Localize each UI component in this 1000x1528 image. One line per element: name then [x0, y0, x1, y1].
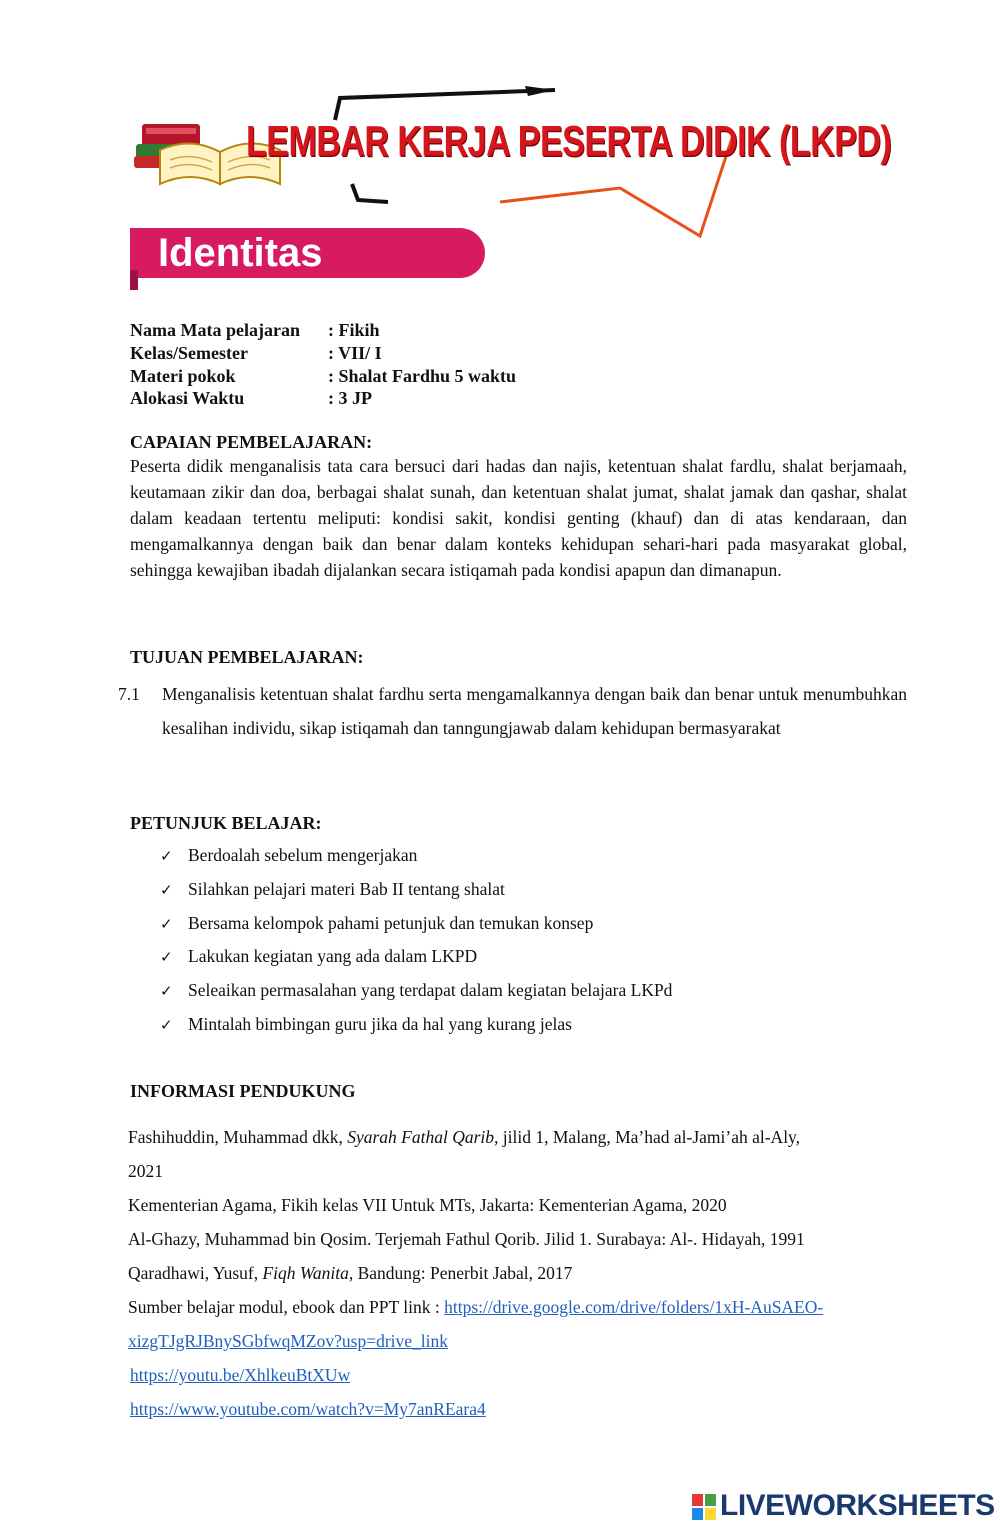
identity-value: : 3 JP — [328, 388, 372, 408]
reference-text: Qaradhawi, Yusuf, — [128, 1263, 263, 1283]
reference-1-year: 2021 — [128, 1161, 163, 1181]
youtu-link[interactable]: https://youtu.be/XhlkeuBtXUw — [130, 1365, 351, 1385]
drive-link[interactable]: https://drive.google.com/drive/folders/1xH-AuSAEO- — [444, 1297, 824, 1317]
identitas-banner-fold — [130, 270, 138, 290]
reference-3: Al-Ghazy, Muhammad bin Qosim. Terjemah Fathul Qorib. Jilid 1. Surabaya: Al-. Hidayah, 1991 — [128, 1229, 805, 1249]
youtube-link[interactable]: https://www.youtube.com/watch?v=My7anREara4 — [130, 1399, 486, 1419]
reference-title: Syarah Fathal Qarib, — [347, 1127, 499, 1147]
list-item-text: Silahkan pelajari materi Bab II tentang shalat — [188, 879, 505, 899]
list-item — [160, 979, 672, 1002]
identity-label: Nama Mata pelajaran — [130, 320, 300, 340]
identity-value: : VII/ I — [328, 343, 382, 363]
capaian-body: Peserta didik menganalisis tata cara bersuci dari hadas dan najis, ketentuan shalat fardlu, shalat berjamaah, keutamaan zikir dan doa, berbagai shalat sunah, dan ketentuan shalat jumat, shalat jamak dan qashar, shalat dalam keadaan tertentu meliputi: kondisi sakit, kondisi genting (khauf) dan di atas kendaraan, dan mengamalkannya dengan baik dan benar dalam konteks kehidupan sehari-hari pada masyarakat global, sehingga kewajiban ibadah dijalankan secara istiqamah pada kondisi apapun dan dimanapun. — [130, 456, 907, 580]
list-item — [160, 844, 417, 867]
checkmark-icon: ✓ — [160, 982, 173, 1000]
tujuan-heading: TUJUAN PEMBELAJARAN: — [130, 647, 364, 667]
liveworksheets-logo-text: LIVEWORKSHEETS — [720, 1489, 995, 1522]
identity-value: : Fikih — [328, 320, 380, 340]
tujuan-item — [118, 677, 907, 745]
liveworksheets-logo — [692, 1489, 995, 1523]
list-item — [160, 878, 505, 901]
section-title-identitas: Identitas — [158, 231, 323, 275]
identity-row — [130, 387, 372, 409]
reference-5 — [128, 1296, 823, 1318]
identity-label: Materi pokok — [130, 366, 236, 386]
drive-link-continued[interactable]: xizgTJgRJBnySGbfwqMZov?usp=drive_link — [128, 1331, 448, 1351]
identity-label: Kelas/Semester — [130, 343, 248, 363]
identity-value: : Shalat Fardhu 5 waktu — [328, 366, 517, 386]
list-item — [160, 1013, 572, 1036]
list-item-text: Bersama kelompok pahami petunjuk dan temukan konsep — [188, 913, 594, 933]
list-item-text: Berdoalah sebelum mengerjakan — [188, 845, 418, 865]
list-item-text: Mintalah bimbingan guru jika da hal yang kurang jelas — [188, 1014, 572, 1034]
reference-text: Sumber belajar modul, ebook dan PPT link : — [128, 1297, 445, 1317]
reference-6 — [130, 1364, 350, 1386]
reference-1 — [128, 1126, 800, 1148]
checkmark-icon: ✓ — [160, 847, 173, 865]
reference-2: Kementerian Agama, Fikih kelas VII Untuk MTs, Jakarta: Kementerian Agama, 2020 — [128, 1195, 727, 1215]
identity-row — [130, 342, 382, 364]
reference-text: , Bandung: Penerbit Jabal, 2017 — [348, 1263, 573, 1283]
reference-5-cont — [128, 1330, 448, 1352]
informasi-heading: INFORMASI PENDUKUNG — [130, 1081, 356, 1101]
checkmark-icon: ✓ — [160, 948, 173, 966]
list-item-text: Lakukan kegiatan yang ada dalam LKPD — [188, 946, 478, 966]
reference-4 — [128, 1262, 572, 1284]
reference-text: jilid 1, Malang, Ma’had al-Jami’ah al-Aly, — [498, 1127, 801, 1147]
identity-label: Alokasi Waktu — [130, 388, 245, 408]
tujuan-text: Menganalisis ketentuan shalat fardhu serta mengamalkannya dengan baik dan benar untuk menumbuhkan kesalihan individu, sikap istiqamah dan tanngungjawab dalam kehidupan bermasyarakat — [162, 684, 907, 738]
tujuan-number: 7.1 — [118, 684, 140, 704]
checkmark-icon: ✓ — [160, 1016, 173, 1034]
list-item — [160, 945, 477, 968]
identity-row — [130, 319, 380, 341]
checkmark-icon: ✓ — [160, 881, 173, 899]
bubble-bottom-left-bracket — [352, 184, 388, 202]
petunjuk-heading: PETUNJUK BELAJAR: — [130, 813, 322, 833]
reference-text: Fashihuddin, Muhammad dkk, — [128, 1127, 348, 1147]
reference-7 — [130, 1398, 486, 1420]
bubble-top-bracket — [335, 90, 555, 120]
checkmark-icon: ✓ — [160, 915, 173, 933]
capaian-heading: CAPAIAN PEMBELAJARAN: — [130, 432, 373, 452]
reference-title: Fiqh Wanita — [262, 1263, 349, 1283]
worksheet-title: LEMBAR KERJA PESERTA DIDIK (LKPD) — [246, 118, 892, 166]
list-item-text: Seleaikan permasalahan yang terdapat dalam kegiatan belajara LKPd — [188, 980, 673, 1000]
liveworksheets-badge-icon — [692, 1494, 716, 1520]
identity-row — [130, 365, 516, 387]
list-item — [160, 912, 593, 935]
